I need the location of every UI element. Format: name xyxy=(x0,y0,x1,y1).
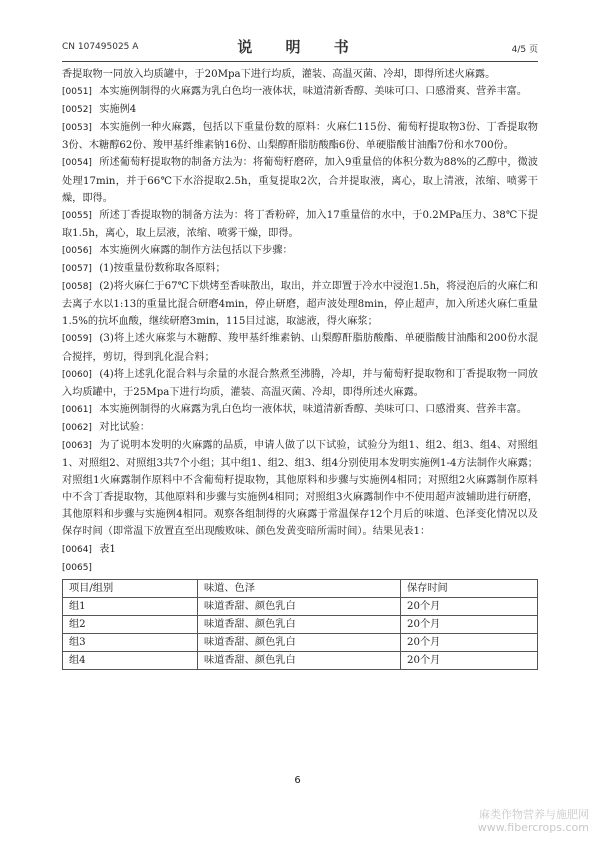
results-table xyxy=(62,579,538,670)
paragraph-0060 xyxy=(62,366,538,401)
paragraph-number: [0053] xyxy=(62,123,92,134)
paragraph-0058 xyxy=(62,278,538,330)
table-cell-group: 组3 xyxy=(63,633,198,651)
paragraph-text: 为了说明本发明的火麻露的品质，申请人做了以下试验，试验分为组1、组2、组3、组4、对照组1、对照组2、对照组3共7个小组；其中组1、组2、组3、组4分别使用本发明实施例1-4方法制作火麻露；对照组1火麻露制作原料中不含葡萄籽提取物，其他原料和步骤与实施例4相同；对照组2火麻露制作原料中不含丁香提取物，其他原料和步骤与实施例4相同；对照组3火麻露制作中不使用超声波辅助进行研磨，其他原料和步骤与实施例4相同。观察各组制得的火麻露于常温保存12个月后的味道、色泽变化情况以及保存时间（即常温下放置直至出现酸败味、颜色发黄变暗所需时间）。结果见表1： xyxy=(62,439,538,538)
column-header-group: 项目/组别 xyxy=(63,579,198,597)
table-cell-taste-color: 味道香甜、颜色乳白 xyxy=(198,651,401,669)
table-cell-group: 组2 xyxy=(63,615,198,633)
paragraph-number: [0052] xyxy=(62,105,92,116)
paragraph-number: [0058] xyxy=(62,282,92,293)
table-cell-taste-color: 味道香甜、颜色乳白 xyxy=(198,615,401,633)
page-indicator: 4/5 页 xyxy=(511,45,538,55)
paragraph-continuation xyxy=(62,66,538,83)
document-title: 说 明 书 xyxy=(237,38,363,56)
paragraph-0056 xyxy=(62,242,538,260)
paragraph-0065 xyxy=(62,559,538,577)
column-header-storage-time: 保存时间 xyxy=(401,579,538,597)
patent-number: CN 107495025 A xyxy=(62,42,139,52)
paragraph-0052 xyxy=(62,101,538,119)
table-row xyxy=(63,597,538,615)
table-cell-group: 组4 xyxy=(63,651,198,669)
paragraph-0055 xyxy=(62,207,538,242)
paragraph-0062 xyxy=(62,419,538,437)
paragraph-0053 xyxy=(62,119,538,154)
watermark-url: www.fibercrops.com xyxy=(477,821,589,834)
paragraph-number: [0063] xyxy=(62,440,92,451)
paragraph-number: [0062] xyxy=(62,422,92,433)
paragraph-number: [0060] xyxy=(62,369,92,380)
paragraph-text: (4)将上述乳化混合料与余量的水混合熬煮至沸腾，冷却，并与葡萄籽提取物和丁香提取物一同放入均质罐中，于25Mpa下进行均质，灌装、高温灭菌、冷却，即得所述火麻露。 xyxy=(62,368,538,398)
paragraph-text: 香提取物一同放入均质罐中，于20Mpa下进行均质，灌装、高温灭菌、冷却，即得所述火麻露。 xyxy=(62,69,496,80)
paragraph-0061 xyxy=(62,401,538,419)
table-row xyxy=(63,615,538,633)
paragraph-0054 xyxy=(62,154,538,206)
table-cell-storage-time: 20个月 xyxy=(401,615,538,633)
header-divider xyxy=(62,61,538,62)
table-row xyxy=(63,633,538,651)
paragraph-text: 本实施例一种火麻露，包括以下重量份数的原料：火麻仁115份、葡萄籽提取物3份、丁香提取物3份、木糖醇62份、羧甲基纤维素钠16份、山梨醇酐脂肪酸酯6份、单硬脂酸甘油酯7份和水700份。 xyxy=(62,122,538,152)
paragraph-0063 xyxy=(62,437,538,541)
paragraph-text: (1)按重量份数称取各原料； xyxy=(99,263,226,275)
page-number: 6 xyxy=(294,775,301,786)
paragraph-0059 xyxy=(62,330,538,365)
paragraph-number: [0065] xyxy=(62,562,92,573)
table-row xyxy=(63,651,538,669)
paragraph-0057 xyxy=(62,260,538,278)
table-cell-taste-color: 味道香甜、颜色乳白 xyxy=(198,597,401,615)
table-header-row xyxy=(63,579,538,597)
watermark-site-name: 麻类作物营养与施肥网 xyxy=(479,808,589,821)
paragraph-number: [0061] xyxy=(62,404,92,415)
paragraph-number: [0055] xyxy=(62,210,92,221)
watermark xyxy=(449,808,589,834)
paragraph-number: [0051] xyxy=(62,87,92,98)
paragraph-text: 本实施例制得的火麻露为乳白色均一液体状，味道清新香醇、美味可口、口感滑爽、营养丰富。 xyxy=(99,403,528,415)
paragraph-text: 本实施例火麻露的制作方法包括以下步骤： xyxy=(99,244,293,256)
paragraph-0051 xyxy=(62,83,538,101)
paragraph-text: 实施例4 xyxy=(99,104,137,116)
table-caption: 表1 xyxy=(99,543,116,555)
paragraph-text: (2)将火麻仁于67℃下烘烤至香味散出，取出，并立即置于冷水中浸泡1.5h，将浸泡后的火麻仁和去离子水以1:13的重量比混合研磨4min，停止研磨，超声波处理8min，停止超声，加入所述火麻仁重量1.5%的抗坏血酸，继续研磨3min，115目过滤，取滤液，得火麻浆； xyxy=(62,281,538,328)
paragraph-number: [0054] xyxy=(62,158,92,169)
paragraph-number: [0057] xyxy=(62,264,92,275)
column-header-taste-color: 味道、色泽 xyxy=(198,579,401,597)
paragraph-text: (3)将上述火麻浆与木糖醇、羧甲基纤维素钠、山梨醇酐脂肪酸酯、单硬脂酸甘油酯和200份水混合搅拌，剪切，得到乳化混合料； xyxy=(62,333,538,363)
table-cell-group: 组1 xyxy=(63,597,198,615)
table-cell-taste-color: 味道香甜、颜色乳白 xyxy=(198,633,401,651)
table-cell-storage-time: 20个月 xyxy=(401,651,538,669)
paragraph-number: [0064] xyxy=(62,544,92,555)
paragraph-number: [0056] xyxy=(62,245,92,256)
document-body xyxy=(62,66,538,670)
table-cell-storage-time: 20个月 xyxy=(401,597,538,615)
paragraph-0064 xyxy=(62,541,538,559)
paragraph-text: 本实施例制得的火麻露为乳白色均一液体状，味道清新香醇、美味可口、口感滑爽、营养丰富。 xyxy=(99,86,528,98)
paragraph-text: 所述葡萄籽提取物的制备方法为：将葡萄籽磨碎，加入9重量倍的体积分数为88%的乙醇中，微波处理17min，并于66℃下水浴提取2.5h，重复提取2次，合并提取液，离心，取上清液，浓缩、喷雾干燥，即得。 xyxy=(62,157,538,204)
paragraph-text: 对比试验： xyxy=(99,421,151,433)
table-cell-storage-time: 20个月 xyxy=(401,633,538,651)
page-header xyxy=(62,36,538,58)
paragraph-text: 所述丁香提取物的制备方法为：将丁香粉碎，加入17重量倍的水中，于0.2MPa压力、38℃下提取1.5h，离心，取上层液，浓缩、喷雾干燥，即得。 xyxy=(62,209,538,239)
paragraph-number: [0059] xyxy=(62,334,92,345)
